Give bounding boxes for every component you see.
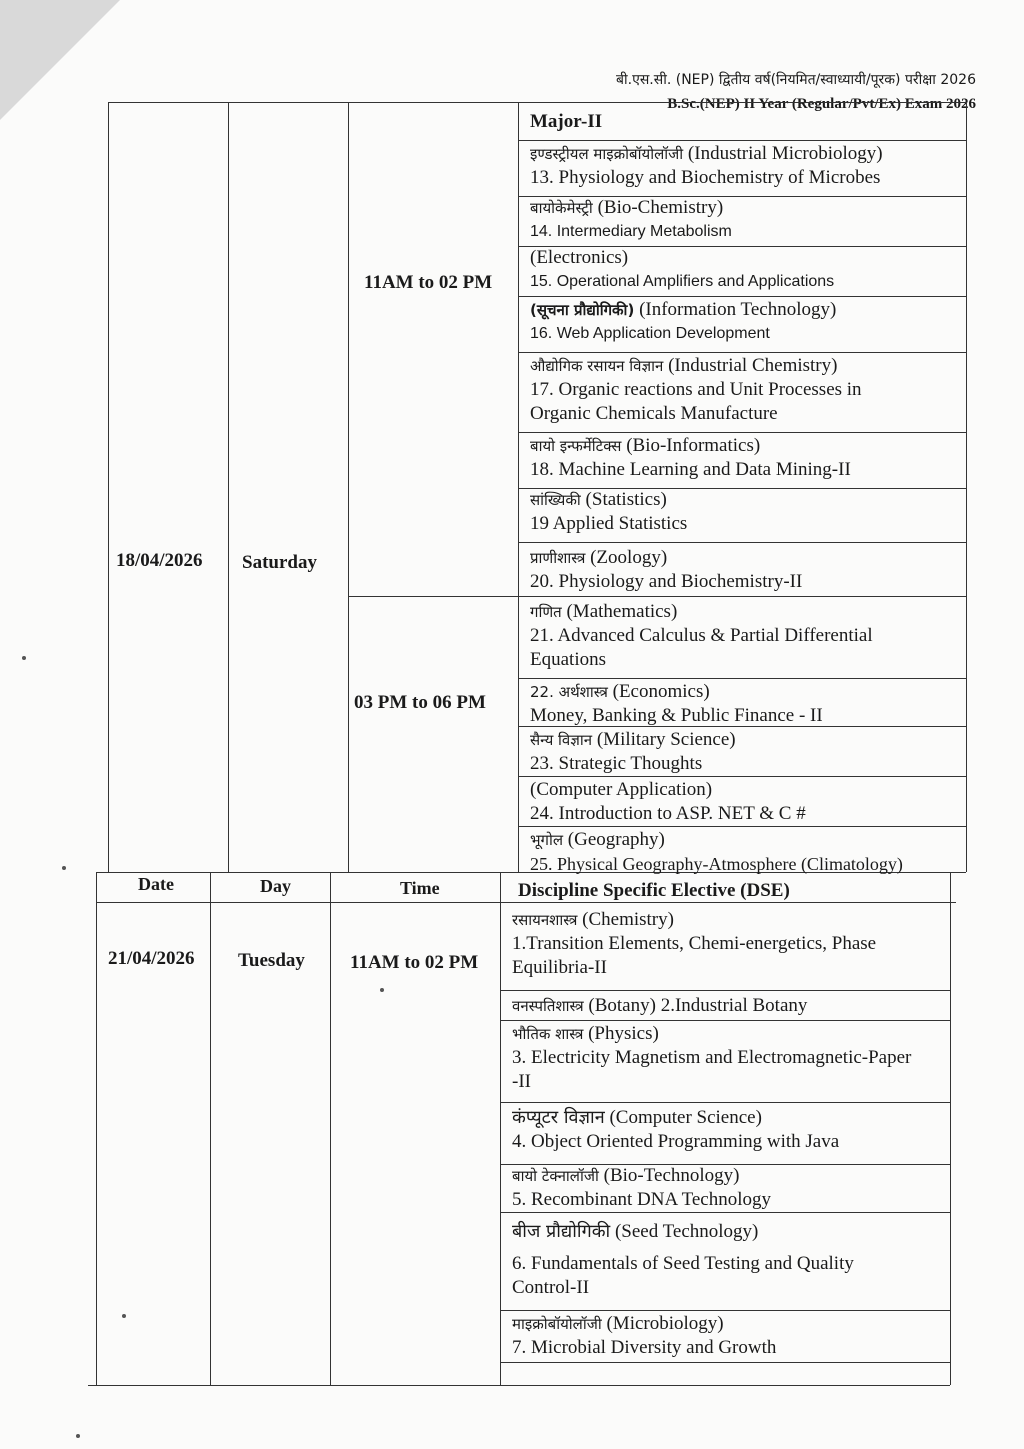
subject-english: (Computer Science): [609, 1107, 762, 1128]
paper-title: 5. Recombinant DNA Technology: [512, 1189, 772, 1210]
header-english: B.Sc.(NEP) II Year (Regular/Pvt/Ex) Exam 2026: [667, 96, 976, 112]
subject-hindi: माइक्रोबॉयोलॉजी: [512, 1315, 602, 1333]
subject-entry: [506, 1022, 952, 1094]
subject-hindi: औद्योगिक रसायन विज्ञान: [530, 357, 664, 375]
subject-hindi: बीज प्रौद्योगिकी: [512, 1221, 611, 1242]
col-line-8: [500, 872, 501, 1385]
row-sep: [518, 140, 966, 141]
paper-title: 1.Transition Elements, Chemi-energetics, Phase Equilibria-II: [512, 933, 877, 978]
subject-hindi: रसायनशास्त्र: [512, 911, 578, 929]
subject-hindi: 22. अर्थशास्त्र: [530, 683, 608, 701]
subject-english: (Geography): [567, 829, 665, 850]
subject-hindi: प्राणीशास्त्र: [530, 549, 586, 567]
day1-day: Saturday: [242, 552, 317, 573]
subject-entry: [524, 354, 974, 426]
scan-speck: [62, 866, 66, 870]
subject-english: (Seed Technology): [614, 1221, 759, 1242]
subject-english: (Mathematics): [566, 601, 678, 622]
subject-english: (Statistics): [585, 489, 667, 510]
col-line-1: [228, 102, 229, 872]
slot-divider: [348, 596, 966, 597]
subject-hindi: भूगोल: [530, 831, 564, 849]
row-sep: [518, 776, 966, 777]
col-line-3: [518, 102, 519, 872]
subject-english: (Chemistry): [582, 909, 674, 930]
subject-english: (Military Science): [596, 729, 736, 750]
day1-slot1-time: 11AM to 02 PM: [364, 272, 493, 293]
day2-day: Tuesday: [238, 950, 305, 971]
paper-title: 25. Physical Geography-Atmosphere (Climatology): [530, 854, 903, 874]
row-sep: [518, 296, 966, 297]
paper-title: 19 Applied Statistics: [530, 513, 688, 534]
subject-entry: [524, 778, 974, 826]
subject-entry: [524, 828, 974, 876]
day1-date: 18/04/2026: [116, 550, 203, 571]
subject-english: (Information Technology): [639, 299, 837, 320]
subject-english: (Electronics): [530, 247, 629, 268]
row-sep: [500, 1020, 950, 1021]
paper-title: 23. Strategic Thoughts: [530, 753, 703, 774]
table-top-line: [108, 102, 966, 103]
paper-title: 20. Physiology and Biochemistry-II: [530, 571, 803, 592]
subject-english: (Economics): [612, 681, 710, 702]
subject-english: (Zoology): [590, 547, 668, 568]
subject-hindi: सैन्य विज्ञान: [530, 731, 593, 749]
scan-speck: [76, 1434, 80, 1438]
subject-entry: [524, 196, 974, 244]
timetable: [88, 102, 976, 1385]
header-date: Date: [138, 874, 174, 894]
subject-entry: [524, 298, 974, 346]
major-title: Major-II: [530, 111, 603, 132]
col-line-6: [210, 872, 211, 1385]
row-sep: [518, 542, 966, 543]
subject-entry: [506, 1164, 952, 1212]
subject-hindi: सांख्यिकी: [530, 491, 581, 509]
day1-slot2-time: 03 PM to 06 PM: [354, 692, 486, 713]
row-sep: [500, 1310, 950, 1311]
subject-hindi: बायो टेक्नालॉजी: [512, 1167, 599, 1185]
subject-english: (Industrial Microbiology): [687, 143, 883, 164]
row-sep: [518, 432, 966, 433]
header-day: Day: [260, 876, 291, 896]
row-sep: [518, 352, 966, 353]
subject-hindi: बायो इन्फर्मेटिक्स: [530, 437, 622, 455]
subject-english: (Botany) 2.Industrial Botany: [588, 995, 808, 1016]
paper-title: 3. Electricity Magnetism and Electromagnetic-Paper -II: [512, 1047, 912, 1092]
subject-entry: [524, 680, 974, 728]
row-sep: [500, 1212, 950, 1213]
subject-english: (Microbiology): [606, 1313, 724, 1334]
subject-hindi: (सूचना प्रौद्योगिकी): [530, 301, 635, 319]
paper-title: 17. Organic reactions and Unit Processes in Organic Chemicals Manufacture: [530, 379, 862, 424]
header-hindi: बी.एस.सी. (NEP) द्वितीय वर्ष(नियमित/स्वाध्यायी/पूरक) परीक्षा 2026: [616, 72, 976, 88]
paper-title: 24. Introduction to ASP. NET & C #: [530, 803, 806, 824]
subject-entry: [524, 246, 974, 294]
subject-english: (Bio-Chemistry): [597, 197, 724, 218]
subject-entry: [524, 546, 974, 594]
row-sep: [500, 990, 950, 991]
header-row-bottom: [96, 902, 956, 903]
subject-entry: [524, 434, 974, 482]
row-sep: [500, 1102, 950, 1103]
row-sep: [500, 1362, 950, 1363]
subject-entry: [506, 994, 952, 1018]
subject-entry: [506, 908, 952, 980]
row-sep: [518, 826, 966, 827]
row-sep: [518, 678, 966, 679]
table-bottom-line: [88, 1385, 950, 1386]
col-line-5: [96, 872, 97, 1385]
subject-hindi: कंप्यूटर विज्ञान: [512, 1107, 605, 1128]
header-section-dse: Discipline Specific Elective (DSE): [518, 880, 790, 901]
scan-speck: [380, 988, 384, 992]
subject-english: (Physics): [588, 1023, 659, 1044]
paper-title: 4. Object Oriented Programming with Java: [512, 1131, 840, 1152]
paper-title: Money, Banking & Public Finance - II: [530, 705, 823, 726]
subject-hindi: गणित: [530, 603, 562, 621]
subject-english: (Bio-Technology): [603, 1165, 740, 1186]
day2-time: 11AM to 02 PM: [350, 952, 479, 973]
subject-english: (Computer Application): [530, 779, 713, 800]
paper-title: 18. Machine Learning and Data Mining-II: [530, 459, 851, 480]
col-line-0: [108, 102, 109, 872]
paper-title: 21. Advanced Calculus & Partial Differential Equations: [530, 625, 873, 670]
paper-title: 13. Physiology and Biochemistry of Microbes: [530, 167, 881, 188]
header-time: Time: [400, 878, 440, 898]
col-line-7: [330, 872, 331, 1385]
subject-entry: [524, 142, 974, 190]
paper-title: 14. Intermediary Metabolism: [530, 223, 732, 240]
day2-date: 21/04/2026: [108, 948, 195, 969]
paper-title: 16. Web Application Development: [530, 325, 770, 342]
subject-entry: [506, 1106, 952, 1154]
paper-title: 7. Microbial Diversity and Growth: [512, 1337, 777, 1358]
subject-english: (Industrial Chemistry): [668, 355, 838, 376]
subject-entry: [524, 600, 974, 672]
subject-entry: [506, 1220, 952, 1300]
subject-hindi: भौतिक शास्त्र: [512, 1025, 584, 1043]
subject-english: (Bio-Informatics): [626, 435, 761, 456]
subject-hindi: वनस्पतिशास्त्र: [512, 997, 584, 1015]
paper-title: 6. Fundamentals of Seed Testing and Quality Control-II: [512, 1253, 854, 1298]
subject-entry: [524, 488, 974, 536]
subject-entry: [506, 1312, 952, 1360]
scan-speck: [22, 656, 26, 660]
scan-speck: [122, 1314, 126, 1318]
col-line-2: [348, 102, 349, 872]
paper-title: 15. Operational Amplifiers and Applications: [530, 273, 835, 290]
subject-hindi: बायोकेमेस्ट्री: [530, 199, 593, 217]
subject-entry: [524, 728, 974, 776]
subject-hindi: इण्डस्ट्रीयल माइक्रोबॉयोलॉजी: [530, 145, 684, 163]
section-title-major: [524, 110, 974, 134]
